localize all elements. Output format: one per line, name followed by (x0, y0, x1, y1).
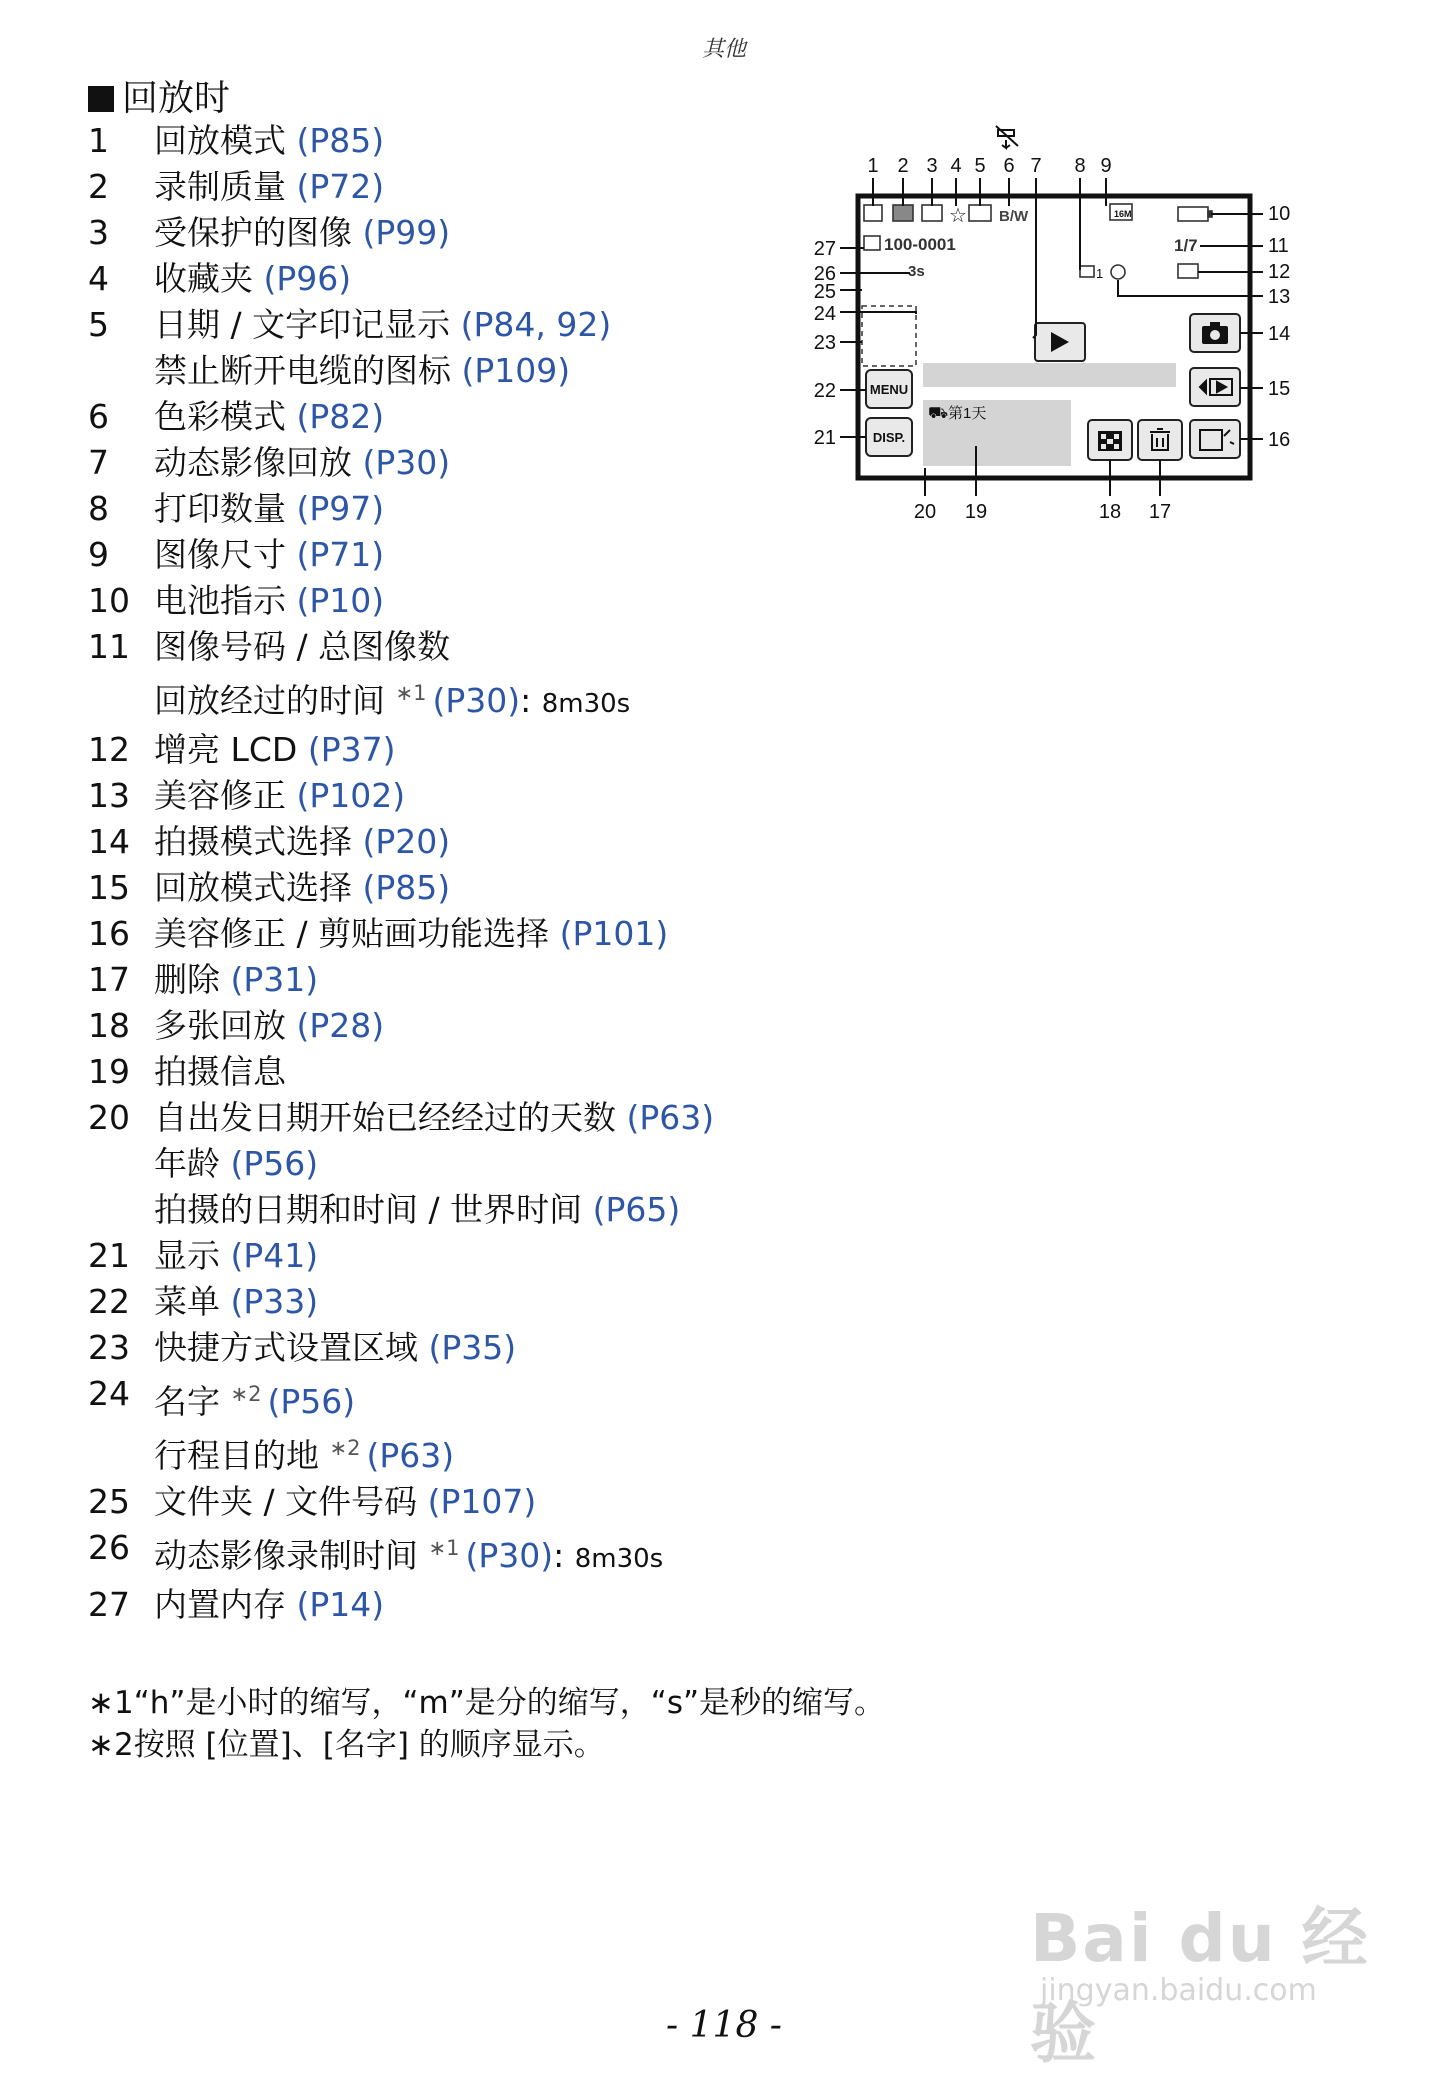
image-size-text: 16M (1114, 209, 1132, 219)
running-header: 其他 (701, 37, 746, 62)
item-text: 显示 (154, 1236, 231, 1275)
item-text: 录制质量 (154, 167, 297, 206)
page-reference-link[interactable]: (P33) (230, 1282, 319, 1321)
item-line (154, 1425, 808, 1479)
item-lines (154, 164, 808, 210)
footnote-marker: ∗1 (395, 681, 427, 705)
item-line (154, 670, 808, 727)
item-number: 20 (88, 1098, 130, 1137)
callout-5: 5 (974, 155, 986, 177)
item-line (154, 532, 808, 578)
item-suffix: : (520, 681, 542, 720)
item-number: 2 (88, 167, 109, 206)
item-line (154, 394, 808, 440)
item-lines (154, 1095, 808, 1233)
page-number: - 118 - (666, 2005, 782, 2046)
callout-6: 6 (1003, 155, 1015, 177)
item-number: 11 (88, 627, 130, 666)
item-text: 多张回放 (154, 1006, 297, 1045)
item-text: 年龄 (154, 1144, 231, 1183)
list-item (88, 819, 808, 865)
item-lines (154, 819, 808, 865)
item-number: 7 (88, 443, 109, 482)
list-item (88, 1095, 808, 1233)
item-lines (154, 440, 808, 486)
protect-icon (922, 205, 942, 221)
item-line (154, 164, 808, 210)
item-text: 回放经过的时间 (154, 681, 396, 720)
page-reference-link[interactable]: (P56) (267, 1382, 356, 1421)
item-line (154, 348, 808, 394)
item-line (154, 210, 808, 256)
item-text: 图像号码 / 总图像数 (154, 627, 451, 666)
item-line (154, 1325, 808, 1371)
item-lines (154, 1525, 808, 1582)
item-text: 自出发日期开始已经经过的天数 (154, 1098, 627, 1137)
item-text: 回放模式选择 (154, 868, 363, 907)
list-item (88, 1049, 808, 1095)
page-reference-link[interactable]: (P30) (465, 1536, 554, 1575)
list-item (88, 957, 808, 1003)
list-item (88, 1371, 808, 1479)
item-number: 21 (88, 1236, 130, 1275)
item-number: 17 (88, 960, 130, 999)
callout-10: 10 (1268, 203, 1291, 225)
list-item (88, 532, 808, 578)
callout-4: 4 (950, 155, 962, 177)
item-text: 文件夹 / 文件号码 (154, 1482, 428, 1521)
item-number: 26 (88, 1528, 130, 1567)
footnotes (88, 1682, 885, 1766)
callout-3: 3 (926, 155, 938, 177)
item-lines (154, 256, 808, 302)
page-reference-link[interactable]: (P30) (362, 443, 451, 482)
page-reference-link[interactable]: (P109) (461, 351, 571, 390)
item-text: 色彩模式 (154, 397, 297, 436)
item-number: 15 (88, 868, 130, 907)
item-line (154, 302, 808, 348)
list-item (88, 394, 808, 440)
page-reference-link[interactable]: (P107) (427, 1482, 537, 1521)
list-item (88, 1582, 808, 1628)
playback-mode-icon (864, 205, 882, 221)
lcd-screen-diagram (780, 118, 1340, 558)
item-line (154, 1479, 808, 1525)
item-line (154, 773, 808, 819)
list-item (88, 1325, 808, 1371)
item-line (154, 1095, 808, 1141)
item-lines (154, 911, 808, 957)
item-lines (154, 773, 808, 819)
lcd-diagram-svg (780, 118, 1340, 558)
item-line (154, 256, 808, 302)
recording-quality-icon (893, 205, 913, 221)
item-line (154, 1233, 808, 1279)
callout-2: 2 (897, 155, 909, 177)
item-number: 9 (88, 535, 109, 574)
item-number: 10 (88, 581, 130, 620)
callout-14: 14 (1268, 323, 1291, 345)
item-number: 3 (88, 213, 109, 252)
list-item (88, 440, 808, 486)
list-item (88, 865, 808, 911)
page-reference-link[interactable]: (P102) (296, 776, 406, 815)
item-lines (154, 957, 808, 1003)
disp-button-label: DISP. (872, 430, 906, 445)
item-text: 拍摄模式选择 (154, 822, 363, 861)
item-text: 内置内存 (154, 1585, 297, 1624)
time-example: 8m30s (574, 1544, 664, 1574)
movie-time-text: 3s (908, 263, 925, 280)
item-lines (154, 1279, 808, 1325)
item-lines (154, 394, 808, 440)
item-number: 4 (88, 259, 109, 298)
day-label: 第1天 (948, 405, 987, 422)
footnote-2: ∗2按照 [位置]、[名字] 的顺序显示。 (88, 1727, 605, 1763)
item-text: 打印数量 (154, 489, 297, 528)
multi-playback-icon (1098, 431, 1122, 451)
item-text: 收藏夹 (154, 259, 264, 298)
baidu-watermark (1030, 1865, 1370, 2072)
list-item (88, 1279, 808, 1325)
footnote-marker: ∗2 (230, 1382, 262, 1406)
list-item (88, 256, 808, 302)
item-number: 8 (88, 489, 109, 528)
item-number: 18 (88, 1006, 130, 1045)
item-line (154, 1049, 808, 1095)
page-reference-link[interactable]: (P99) (362, 213, 451, 252)
list-item (88, 118, 808, 164)
time-example: 8m30s (541, 689, 631, 719)
image-count-text: 1/7 (1174, 236, 1198, 255)
footnote-marker: ∗1 (428, 1536, 460, 1560)
item-line (154, 1279, 808, 1325)
item-lines (154, 1049, 808, 1095)
callout-18: 18 (1098, 501, 1122, 523)
item-number: 22 (88, 1282, 130, 1321)
item-line (154, 1141, 808, 1187)
callout-23: 23 (813, 332, 836, 354)
item-lines (154, 1582, 808, 1628)
memory-icon (864, 236, 880, 250)
item-line (154, 865, 808, 911)
color-mode-text: B/W (999, 208, 1029, 225)
page-reference-link[interactable]: (P30) (432, 681, 521, 720)
item-number: 16 (88, 914, 130, 953)
item-number: 5 (88, 305, 109, 344)
page-reference-link[interactable]: (P28) (296, 1006, 385, 1045)
item-text: 动态影像回放 (154, 443, 363, 482)
item-number: 1 (88, 121, 109, 160)
delete-button (1138, 420, 1182, 460)
callout-7: 7 (1030, 155, 1042, 177)
menu-button-label: MENU (869, 382, 909, 397)
item-text: 电池指示 (154, 581, 297, 620)
footnote-1: ∗1“h”是小时的缩写，“m”是分的缩写，“s”是秒的缩写。 (88, 1685, 886, 1721)
item-line (154, 578, 808, 624)
print-count-text: 1 (1096, 266, 1104, 281)
callout-11: 11 (1268, 235, 1289, 257)
list-item (88, 302, 808, 394)
item-suffix: : (553, 1536, 575, 1575)
date-stamp-icon (969, 205, 991, 221)
item-text: 删除 (154, 960, 231, 999)
callout-16: 16 (1268, 429, 1291, 451)
item-text: 美容修正 / 剪贴画功能选择 (154, 914, 560, 953)
retouch-select-button (1190, 420, 1240, 458)
item-line (154, 1371, 808, 1425)
item-number: 25 (88, 1482, 130, 1521)
callout-9: 9 (1100, 155, 1112, 177)
item-lines (154, 578, 808, 624)
item-lines (154, 486, 808, 532)
item-number: 24 (88, 1374, 130, 1413)
item-text: 受保护的图像 (154, 213, 363, 252)
list-item (88, 624, 808, 727)
item-lines (154, 1003, 808, 1049)
page-reference-link[interactable]: (P63) (366, 1436, 455, 1475)
item-text: 拍摄信息 (154, 1052, 286, 1091)
beauty-retouch-icon (1111, 265, 1125, 279)
callout-15: 15 (1268, 378, 1291, 400)
item-line (154, 819, 808, 865)
item-line (154, 1003, 808, 1049)
item-text: 菜单 (154, 1282, 231, 1321)
page-reference-link[interactable]: (P56) (230, 1144, 319, 1183)
item-number: 14 (88, 822, 130, 861)
item-text: 日期 / 文字印记显示 (154, 305, 461, 344)
list-item (88, 1525, 808, 1582)
callout-17: 17 (1148, 501, 1172, 523)
callout-13: 13 (1268, 286, 1291, 308)
callout-8: 8 (1074, 155, 1086, 177)
item-line (154, 1582, 808, 1628)
page-reference-link[interactable]: (P14) (296, 1585, 385, 1624)
item-lines (154, 1371, 808, 1479)
item-lines (154, 1479, 808, 1525)
item-lines (154, 302, 808, 394)
item-line (154, 911, 808, 957)
item-text: 快捷方式设置区域 (154, 1328, 429, 1367)
page-reference-link[interactable]: (P72) (296, 167, 385, 206)
list-item (88, 210, 808, 256)
item-line (154, 957, 808, 1003)
callout-19: 19 (964, 501, 988, 523)
item-number: 27 (88, 1585, 130, 1624)
list-item (88, 164, 808, 210)
item-lines (154, 624, 808, 727)
callout-20: 20 (913, 501, 937, 523)
footnote-marker: ∗2 (329, 1436, 361, 1460)
item-text: 动态影像录制时间 (154, 1536, 429, 1575)
item-line (154, 440, 808, 486)
callout-12: 12 (1268, 261, 1291, 283)
item-text: 回放模式 (154, 121, 297, 160)
cable-disconnect-icon (996, 126, 1018, 148)
list-item (88, 911, 808, 957)
page-reference-link[interactable]: (P41) (230, 1236, 319, 1275)
item-lines (154, 210, 808, 256)
print-count-icon (1080, 266, 1094, 277)
callout-27: 27 (813, 238, 836, 260)
callout-26: 26 (813, 263, 836, 285)
list-item (88, 1233, 808, 1279)
callout-22: 22 (813, 380, 836, 402)
page-reference-link[interactable]: (P85) (362, 868, 451, 907)
item-text: 美容修正 (154, 776, 297, 815)
page-reference-link[interactable]: (P84, 92) (460, 305, 612, 344)
item-text: 图像尺寸 (154, 535, 297, 574)
page-reference-link[interactable]: (P65) (592, 1190, 681, 1229)
callout-1: 1 (867, 155, 879, 177)
page-reference-link[interactable]: (P82) (296, 397, 385, 436)
item-number: 6 (88, 397, 109, 436)
item-lines (154, 727, 808, 773)
section-title-text: 回放时 (122, 78, 231, 119)
page-reference-link[interactable]: (P96) (263, 259, 352, 298)
callout-21: 21 (813, 427, 836, 449)
suitcase-icon: ⛟ (928, 405, 949, 422)
battery-icon (1178, 207, 1208, 221)
square-bullet-icon (88, 86, 114, 112)
item-lines (154, 532, 808, 578)
item-text: 拍摄的日期和时间 / 世界时间 (154, 1190, 593, 1229)
item-number: 19 (88, 1052, 130, 1091)
page-reference-link[interactable]: (P85) (296, 121, 385, 160)
page-reference-link[interactable]: (P35) (428, 1328, 517, 1367)
item-line (154, 1187, 808, 1233)
watermark-url: jingyan.baidu.com (1040, 1973, 1317, 2008)
item-text: 行程目的地 (154, 1436, 330, 1475)
favorite-star-icon: ☆ (949, 205, 967, 227)
item-line (154, 118, 808, 164)
callout-25: 25 (813, 281, 836, 303)
file-number-text: 100-0001 (884, 235, 956, 254)
page-reference-link[interactable]: (P101) (559, 914, 669, 953)
item-text: 禁止断开电缆的图标 (154, 351, 462, 390)
item-line (154, 727, 808, 773)
page-reference-link[interactable]: (P63) (626, 1098, 715, 1137)
page-reference-link[interactable]: (P20) (362, 822, 451, 861)
page-reference-link[interactable]: (P37) (307, 730, 396, 769)
page-reference-link[interactable]: (P31) (230, 960, 319, 999)
item-line (154, 624, 808, 670)
page-reference-link[interactable]: (P71) (296, 535, 385, 574)
item-line (154, 486, 808, 532)
section-title (88, 70, 230, 121)
item-lines (154, 865, 808, 911)
item-text: 增亮 LCD (154, 730, 308, 769)
callout-24: 24 (813, 303, 836, 325)
item-text: 名字 (154, 1382, 231, 1421)
lcd-boost-icon (1178, 264, 1198, 278)
item-lines (154, 118, 808, 164)
watermark-brand: Bai du 经验 (1030, 1900, 1370, 2072)
list-item (88, 486, 808, 532)
list-item (88, 578, 808, 624)
item-number: 23 (88, 1328, 130, 1367)
item-number: 13 (88, 776, 130, 815)
page-reference-link[interactable]: (P10) (296, 581, 385, 620)
item-line (154, 1525, 808, 1582)
item-lines (154, 1233, 808, 1279)
item-number: 12 (88, 730, 130, 769)
page-reference-link[interactable]: (P97) (296, 489, 385, 528)
list-item (88, 1479, 808, 1525)
list-item (88, 727, 808, 773)
name-bar (923, 363, 1176, 387)
item-list (88, 118, 808, 1628)
item-lines (154, 1325, 808, 1371)
list-item (88, 773, 808, 819)
list-item (88, 1003, 808, 1049)
